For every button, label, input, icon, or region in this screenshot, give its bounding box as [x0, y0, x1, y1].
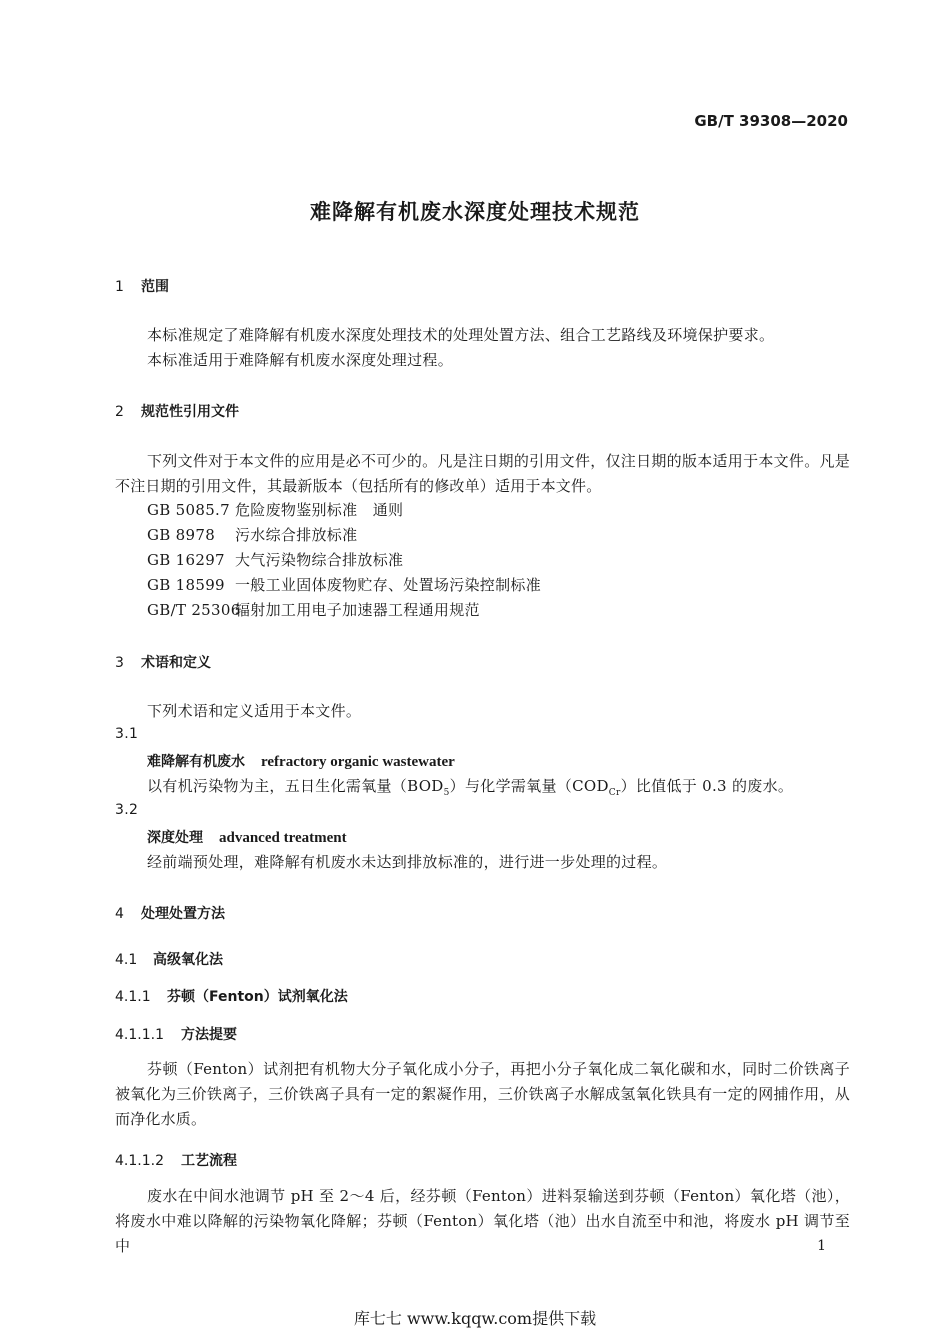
- section-title: 规范性引用文件: [141, 404, 239, 420]
- paragraph: 废水在中间水池调节 pH 至 2～4 后，经芬顿（Fenton）进料泵输送到芬顿（Fenton）氧化塔（池），将废水中难以降解的污染物氧化降解；芬顿（Fenton）氧化塔（池）出水自流至中和池，将废水 pH 调节至中: [115, 1187, 850, 1255]
- section-title: 术语和定义: [141, 655, 211, 671]
- reference-name: 大气污染物综合排放标准: [235, 551, 404, 569]
- term-entry: [147, 827, 347, 847]
- paragraph: 本标准适用于难降解有机废水深度处理过程。: [147, 351, 454, 369]
- reference-code: GB 5085.7: [147, 501, 230, 519]
- term-entry: [147, 751, 455, 771]
- subsection-heading: [115, 1150, 237, 1170]
- reference-item: [147, 599, 480, 620]
- footer-text: 库七七 www.kqqw.com提供下载: [353, 1309, 597, 1328]
- section-number: 4.1: [115, 952, 138, 968]
- reference-code: GB 16297: [147, 551, 225, 569]
- section-number: 3: [115, 655, 124, 671]
- section-4-heading: [115, 903, 225, 923]
- reference-code: GB/T 25306: [147, 601, 241, 619]
- paragraph: 芬顿（Fenton）试剂把有机物大分子氧化成小分子，再把小分子氧化成二氧化碳和水，同时二价铁离子被氧化为三价铁离子，三价铁离子具有一定的絮凝作用，三价铁离子水解成氢氧化铁具有一定的网捕作用，从而净化水质。: [115, 1060, 850, 1128]
- term-english: refractory organic wastewater: [261, 754, 455, 770]
- section-number: 2: [115, 404, 124, 420]
- section-3-heading: [115, 652, 211, 672]
- term-definition: 经前端预处理，难降解有机废水未达到排放标准的，进行进一步处理的过程。: [147, 853, 668, 871]
- paragraph: 下列文件对于本文件的应用是必不可少的。凡是注日期的引用文件，仅注日期的版本适用于本文件。凡是不注日期的引用文件，其最新版本（包括所有的修改单）适用于本文件。: [115, 452, 850, 495]
- reference-name: 危险废物鉴别标准 通则: [235, 501, 404, 519]
- section-title: 范围: [141, 279, 169, 295]
- subsection-heading: [115, 949, 223, 969]
- section-number: 1: [115, 279, 124, 295]
- section-title: 处理处置方法: [141, 906, 225, 922]
- reference-item: [147, 549, 403, 570]
- reference-item: [147, 574, 541, 595]
- reference-item: [147, 524, 357, 545]
- term-number: 3.2: [115, 802, 139, 818]
- reference-item: [147, 499, 403, 520]
- reference-name: 辐射加工用电子加速器工程通用规范: [235, 601, 480, 619]
- section-title: 高级氧化法: [153, 952, 223, 968]
- document-title: 难降解有机废水深度处理技术规范: [310, 200, 640, 224]
- reference-code: GB 18599: [147, 576, 225, 594]
- subsection-heading: [115, 1024, 237, 1044]
- section-number: 4.1.1.2: [115, 1153, 164, 1169]
- paragraph: 本标准规定了难降解有机废水深度处理技术的处理处置方法、组合工艺路线及环境保护要求。: [147, 326, 775, 344]
- term-number: 3.1: [115, 726, 139, 742]
- page-number: 1: [817, 1238, 826, 1254]
- section-1-heading: [115, 276, 169, 296]
- paragraph: 下列术语和定义适用于本文件。: [147, 702, 362, 720]
- section-title: 工艺流程: [181, 1153, 237, 1169]
- section-title: 芬顿（Fenton）试剂氧化法: [167, 989, 348, 1005]
- standard-number: GB/T 39308—2020: [694, 112, 848, 130]
- term-definition: 以有机污染物为主，五日生化需氧量$(BOD_5)$与化学需氧量$(COD_{Cr})$比值低于 0.3 的废水。: [147, 777, 794, 798]
- section-number: 4.1.1.1: [115, 1027, 164, 1043]
- section-number: 4.1.1: [115, 989, 151, 1005]
- reference-name: 污水综合排放标准: [235, 526, 358, 544]
- term-english: advanced treatment: [219, 830, 347, 846]
- section-title: 方法提要: [181, 1027, 237, 1043]
- term-chinese: 深度处理: [147, 830, 203, 846]
- section-2-heading: [115, 401, 239, 421]
- section-number: 4: [115, 906, 124, 922]
- reference-code: GB 8978: [147, 526, 216, 544]
- reference-name: 一般工业固体废物贮存、处置场污染控制标准: [235, 576, 542, 594]
- term-chinese: 难降解有机废水: [147, 754, 245, 770]
- subsection-heading: [115, 986, 348, 1006]
